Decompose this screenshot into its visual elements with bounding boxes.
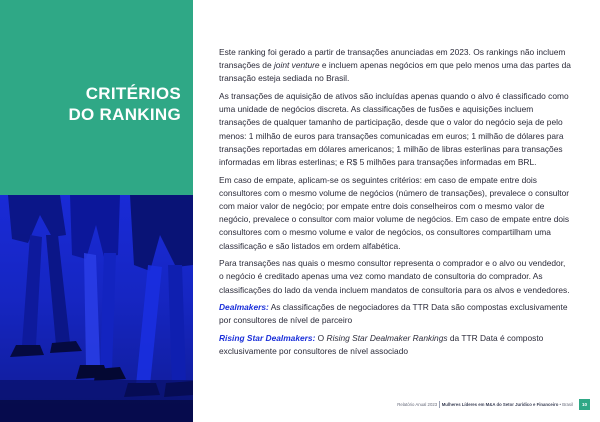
people-walking-photo (0, 195, 193, 422)
rising-star-ranking-term: Rising Star Dealmaker Rankings (326, 333, 448, 344)
dealmakers-text: As classificações de negociadores da TTR Data são compostas exclusivamente por consultores de nível de parceiro (219, 302, 568, 326)
rising-star-text-a: O (315, 333, 327, 344)
paragraph-dealmakers (219, 301, 571, 327)
paragraph-same-advisor: Para transações nas quais o mesmo consultor representa o comprador e o alvo ou vendedor, o negócio é creditado apenas uma vez como mandato de consultoria do comprador. As classificações do lado da venda incluem mandatos de consultoria para os alvos e vendedores. (219, 258, 570, 295)
paragraph-scope (219, 46, 571, 86)
section-title (1, 83, 181, 125)
footer-bullet: • (559, 401, 562, 407)
criteria-text (219, 46, 571, 363)
joint-venture-term: joint venture (273, 60, 320, 71)
walking-legs-illustration (0, 195, 193, 422)
paragraph-tie-break: Em caso de empate, aplicam-se os seguintes critérios: em caso de empate entre dois consultores com o mesmo volume de negócios (número de transações), prevalece o consultor com maior valor de negócio; por empate entre dois conselheiros com o mesmo valor de negócio, prevalece o consultor com maior volume de negócios. Em caso de empate entre dois consultores com o mesmo volume e valor de negócios, os consultores compartilham uma classificação e são listados em ordem alfabética. (219, 174, 570, 251)
footer-divider (439, 401, 440, 408)
paragraph-scope-text-b: e incluem apenas negócios em que pelo menos uma das partes da transação esteja sediada no Brasil. (219, 60, 571, 84)
left-panel (0, 0, 193, 422)
paragraph-scope-text-a: Este ranking foi gerado a partir de transações anunciadas em 2023. Os rankings não incluem transações de (219, 47, 566, 71)
rising-star-text-b: da TTR Data é composto exclusivamente por consultores de nível associado (219, 333, 544, 357)
paragraph-rising-star (219, 332, 571, 358)
teal-title-block (0, 0, 193, 195)
footer-publication-title: Mulheres Líderes em M&A do Setor Jurídico e Financeiro (441, 401, 559, 407)
footer-report-name: Relatório Anual 2023 (397, 401, 438, 407)
footer-country: Brasil (562, 401, 573, 407)
section-title-line-1: CRITÉRIOS (85, 84, 181, 103)
page-number: 10 (579, 399, 590, 410)
section-title-line-2: DO RANKING (68, 105, 181, 124)
dealmakers-label: Dealmakers: (219, 302, 269, 313)
page-footer (250, 398, 590, 410)
rising-star-label: Rising Star Dealmakers: (219, 333, 316, 344)
paragraph-asset-acquisitions: As transações de aquisição de ativos são incluídas apenas quando o alvo é classificado como uma unidade de negócios discreta. As classificações de fusões e aquisições incluem transações de qualquer tamanho de participação, desde que o valor do negócio seja de pelo menos: 1 milhão de euros para transações comunicadas em euros; 1 milhão de dólares para transações reportadas em dólares americanos; 1 milhão de libras esterlinas para transações informadas em libras esterlinas; e R$ 5 milhões para transações informadas em BRL. (219, 91, 569, 168)
